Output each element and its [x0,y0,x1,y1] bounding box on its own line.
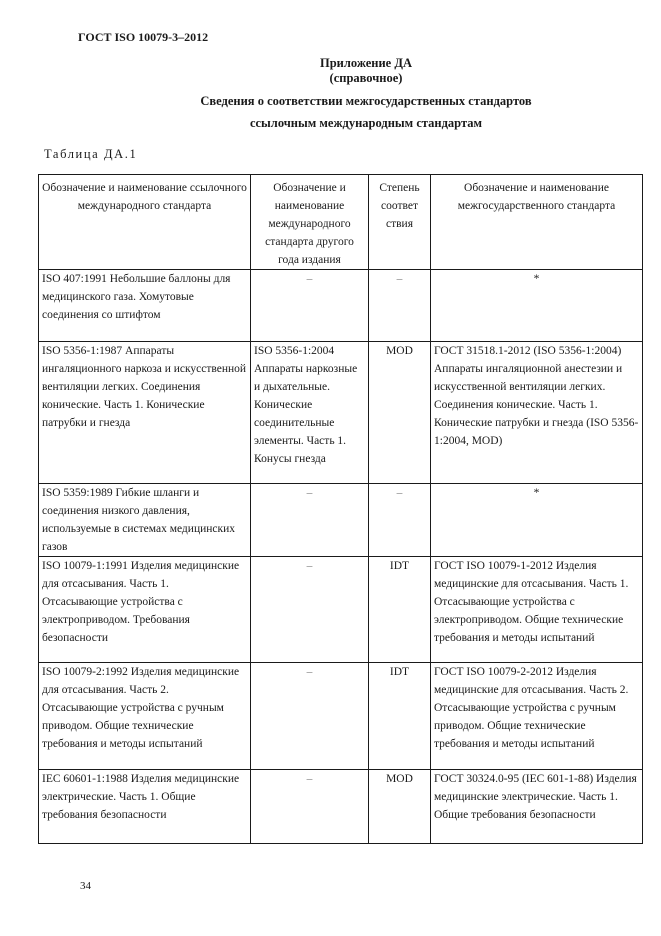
cell-reference-standard: IEC 60601-1:1988 Изделия медицинские электрические. Часть 1. Общие требования безопасности [39,770,251,844]
table-row [39,342,643,484]
table-row [39,557,643,663]
heading-line-1: Сведения о соответствии межгосударственных стандартов [200,94,532,108]
table-caption: Таблица ДА.1 [44,147,138,161]
cell-reference-standard: ISO 10079-2:1992 Изделия медицинские для отсасывания. Часть 2. Отсасывающие устройства с ручным приводом. Общие технические требования и методы испытаний [39,663,251,770]
cell-other-edition: – [251,270,369,342]
cell-degree: – [369,484,431,557]
cell-reference-standard: ISO 5359:1989 Гибкие шланги и соединения низкого давления, используемые в системах медицинских газов [39,484,251,557]
document-code: ГОСТ ISO 10079-3–2012 [78,30,209,44]
cell-degree: MOD [369,342,431,484]
table-row [39,484,643,557]
column-header-other-edition: Обозначение и наименование международного стандарта другого года издания [251,175,369,270]
table-header-row [39,175,643,270]
correspondence-table [38,174,643,844]
column-header-degree: Степень соответ ствия [369,175,431,270]
table-row [39,663,643,770]
cell-national-standard: ГОСТ ISO 10079-1-2012 Изделия медицинские для отсасывания. Часть 1. Отсасывающие устройства с электроприводом. Общие технические требования и методы испытаний [431,557,643,663]
cell-reference-standard: ISO 407:1991 Небольшие баллоны для медицинского газа. Хомутовые соединения со штифтом [39,270,251,342]
cell-national-standard: * [431,484,643,557]
cell-other-edition: – [251,557,369,663]
column-header-national-standard: Обозначение и наименование межгосударственного стандарта [431,175,643,270]
page-number: 34 [80,880,91,892]
cell-other-edition: – [251,770,369,844]
table-row [39,770,643,844]
cell-other-edition: ISO 5356-1:2004 Аппараты наркозные и дыхательные. Конические соединительные элементы. Часть 1. Конусы гнезда [251,342,369,484]
cell-national-standard: * [431,270,643,342]
cell-degree: MOD [369,770,431,844]
cell-degree: – [369,270,431,342]
cell-national-standard: ГОСТ 30324.0-95 (IEC 601-1-88) Изделия медицинские электрические. Часть 1. Общие требования безопасности [431,770,643,844]
annex-title: Приложение ДА [320,56,412,70]
heading-line-2: ссылочным международным стандартам [249,116,483,130]
cell-reference-standard: ISO 5356-1:1987 Аппараты ингаляционного наркоза и искусственной вентиляции легких. Соединения конические. Часть 1. Конические патрубки и гнезда [39,342,251,484]
annex-subtitle: (справочное) [329,71,403,85]
cell-other-edition: – [251,484,369,557]
cell-national-standard: ГОСТ 31518.1-2012 (ISO 5356-1:2004) Аппараты ингаляционной анестезии и искусственной вентиляции легких. Соединения конические. Часть 1. Конические патрубки и гнезда (ISO 5356-1:2004, MOD) [431,342,643,484]
cell-national-standard: ГОСТ ISO 10079-2-2012 Изделия медицинские для отсасывания. Часть 2. Отсасывающие устройства с ручным приводом. Общие технические требования и методы испытаний [431,663,643,770]
cell-degree: IDT [369,557,431,663]
annex-title-block [246,56,486,86]
cell-other-edition: – [251,663,369,770]
table-row [39,270,643,342]
column-header-reference-standard: Обозначение и наименование ссылочного международного стандарта [39,175,251,270]
cell-reference-standard: ISO 10079-1:1991 Изделия медицинские для отсасывания. Часть 1. Отсасывающие устройства с электроприводом. Требования безопасности [39,557,251,663]
cell-degree: IDT [369,663,431,770]
